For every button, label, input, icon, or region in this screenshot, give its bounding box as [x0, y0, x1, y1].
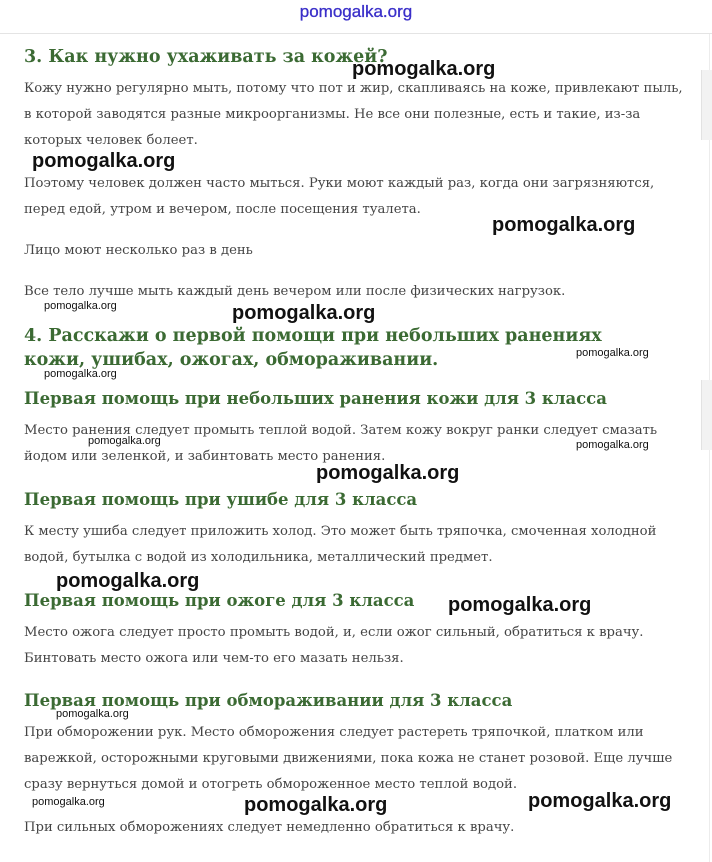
site-logo[interactable]: pomogalka.org: [299, 2, 413, 21]
watermark: pomogalka.org: [492, 214, 636, 236]
section-3-paragraph-3: Лицо моют несколько раз в день: [24, 243, 253, 258]
watermark: pomogalka.org: [244, 794, 388, 816]
watermark: pomogalka.org: [316, 462, 460, 484]
header-divider: [0, 33, 712, 34]
section-3-paragraph-4: Все тело лучше мыть каждый день вечером или после физических нагрузок.: [24, 284, 566, 299]
watermark: pomogalka.org: [56, 570, 200, 592]
watermark: pomogalka.org: [352, 58, 496, 80]
watermark: pomogalka.org: [528, 790, 672, 812]
watermark: pomogalka.org: [232, 302, 376, 324]
side-tab: [701, 70, 712, 140]
subsection-wounds-heading: Первая помощь при небольших ранения кожи для 3 класса: [24, 389, 607, 408]
subsection-frostbite-heading: Первая помощь при обмораживании для 3 класса: [24, 691, 513, 710]
section-3-paragraph-1: Кожу нужно регулярно мыть, потому что пот и жир, скапливаясь на коже, привлекают пыль, в которой заводятся разные микроорганизмы. Не все они полезные, есть и такие, из-за которых человек болеет.: [24, 81, 683, 148]
side-tab: [701, 380, 712, 450]
subsection-frostbite-text-1: При обморожении рук. Место обморожения следует растереть тряпочкой, платком или варежкой, осторожными круговыми движениями, пока кожа не станет розовой. Еще лучше сразу вернуться домой и отогреть обмороженное место теплой водой.: [24, 725, 673, 792]
subsection-bruise-heading: Первая помощь при ушибе для 3 класса: [24, 490, 418, 509]
section-3-heading: 3. Как нужно ухаживать за кожей?: [24, 47, 388, 67]
watermark: pomogalka.org: [448, 594, 592, 616]
section-3-paragraph-2: Поэтому человек должен часто мыться. Руки моют каждый раз, когда они загрязняются, перед едой, утром и вечером, после посещения туалета.: [24, 176, 655, 217]
subsection-bruise-text: К месту ушиба следует приложить холод. Это может быть тряпочка, смоченная холодной водой, бутылка с водой из холодильника, металлический предмет.: [24, 524, 657, 565]
watermark: pomogalka.org: [56, 708, 129, 720]
watermark: pomogalka.org: [44, 368, 117, 380]
subsection-frostbite-text-2: При сильных обморожениях следует немедленно обратиться к врачу.: [24, 820, 515, 835]
watermark: pomogalka.org: [88, 435, 161, 447]
subsection-wounds-text: Место ранения следует промыть теплой водой. Затем кожу вокруг ранки следует смазать йодом или зеленкой, и забинтовать место ранения.: [24, 423, 658, 464]
watermark: pomogalka.org: [576, 347, 649, 359]
subsection-burn-text: Место ожога следует просто промыть водой, и, если ожог сильный, обратиться к врачу. Бинтовать место ожога или чем-то его мазать нельзя.: [24, 625, 644, 666]
watermark: pomogalka.org: [44, 300, 117, 312]
watermark: pomogalka.org: [32, 796, 105, 808]
watermark: pomogalka.org: [32, 150, 176, 172]
watermark: pomogalka.org: [576, 439, 649, 451]
section-4-heading: 4. Расскажи о первой помощи при небольших ранениях кожи, ушибах, ожогах, обмораживании.: [24, 326, 602, 370]
subsection-burn-heading: Первая помощь при ожоге для 3 класса: [24, 591, 415, 610]
